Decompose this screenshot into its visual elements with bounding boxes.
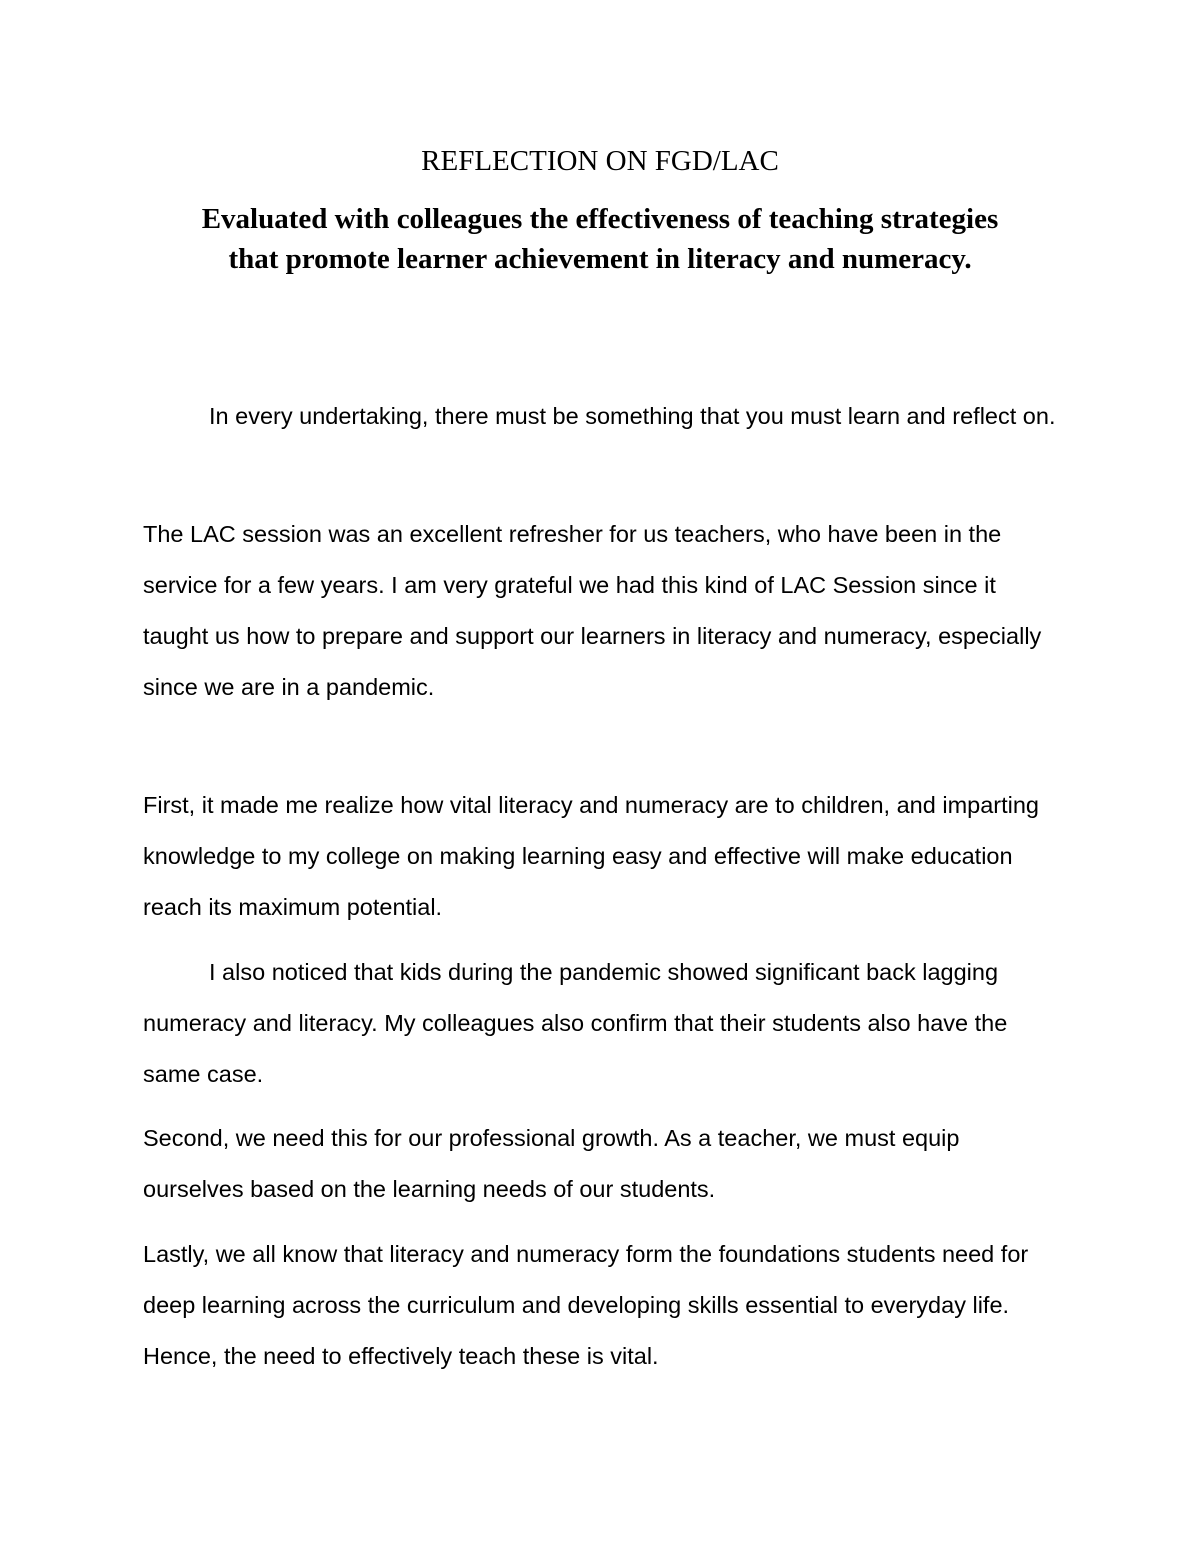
- paragraph-lastly: Lastly, we all know that literacy and numeracy form the foundations students need for deep learning across the curriculum and developing skills essential to everyday life. Hence, the need to effectively teach these is vital.: [143, 1241, 1029, 1369]
- subtitle-line-1: Evaluated with colleagues the effectiveness of teaching strategies: [201, 203, 999, 235]
- subtitle-line-2: that promote learner achievement in literacy and numeracy.: [228, 243, 972, 275]
- paragraph-intro: In every undertaking, there must be something that you must learn and reflect on.: [209, 403, 1056, 429]
- document-subtitle: [0, 199, 1200, 279]
- document-title: REFLECTION ON FGD/LAC: [421, 145, 779, 177]
- paragraph-first: First, it made me realize how vital literacy and numeracy are to children, and imparting knowledge to my college on making learning easy and effective will make education reach its maximum potential.: [143, 792, 1039, 920]
- paragraph-lac-session: The LAC session was an excellent refresher for us teachers, who have been in the service for a few years. I am very grateful we had this kind of LAC Session since it taught us how to prepare and support our learners in literacy and numeracy, especially since we are in a pandemic.: [143, 521, 1042, 700]
- document-heading: [0, 141, 1200, 279]
- paragraph-second: Second, we need this for our professional growth. As a teacher, we must equip ourselves based on the learning needs of our students.: [143, 1125, 960, 1202]
- paragraph-noticed: I also noticed that kids during the pandemic showed significant back lagging numeracy and literacy. My colleagues also confirm that their students also have the same case.: [143, 959, 1008, 1087]
